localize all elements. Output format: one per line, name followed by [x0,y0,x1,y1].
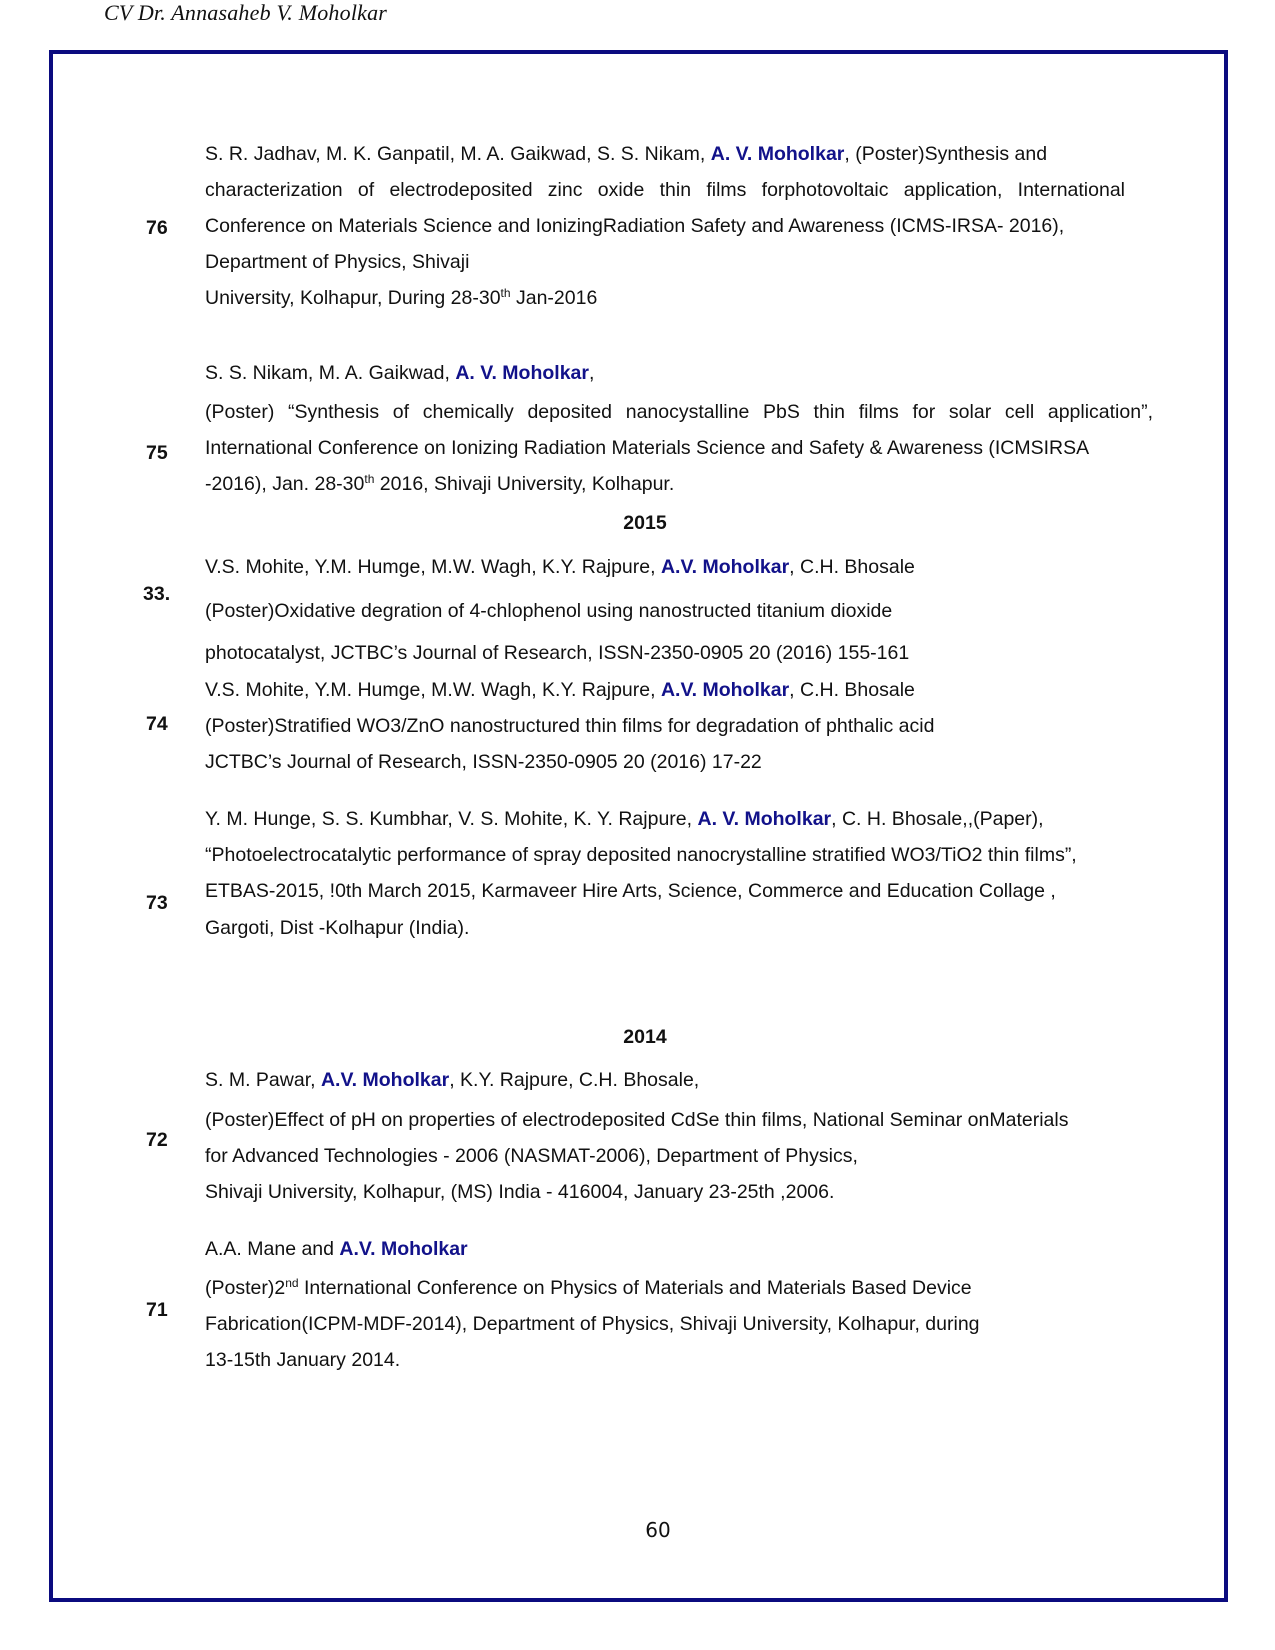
entry-line: (Poster)Oxidative degration of 4-chlophenol using nanostructed titanium dioxide [205,600,893,622]
entry-number: 76 [146,217,168,239]
entry-line: (Poster)Effect of pH on properties of electrodeposited CdSe thin films, National Seminar onMaterials [205,1109,1069,1131]
year-heading: 2015 [623,512,667,534]
entry-number: 71 [146,1299,168,1321]
entry-line: S. S. Nikam, M. A. Gaikwad, A. V. Moholkar, [205,362,595,384]
entry-number: 33. [143,583,171,605]
entry-line: “Photoelectrocatalytic performance of spray deposited nanocrystalline stratified WO3/TiO2 thin films”, [205,844,1077,866]
entry-number: 74 [146,713,168,735]
highlighted-author: A. V. Moholkar [697,808,832,830]
entry-line: Fabrication(ICPM-MDF-2014), Department of Physics, Shivaji University, Kolhapur, during [205,1313,980,1335]
running-header: CV Dr. Annasaheb V. Moholkar [104,0,388,25]
highlighted-author: A.V. Moholkar [660,556,790,578]
entry-line: S. M. Pawar, A.V. Moholkar, K.Y. Rajpure, C.H. Bhosale, [205,1069,700,1091]
entry-number: 72 [146,1129,168,1151]
highlighted-author: A. V. Moholkar [710,143,845,165]
year-heading: 2014 [623,1026,667,1048]
highlighted-author: A. V. Moholkar [455,362,589,384]
entry-line: for Advanced Technologies - 2006 (NASMAT-2006), Department of Physics, [205,1145,858,1167]
entry-line: University, Kolhapur, During 28-30th Jan-2016 [205,286,598,309]
entry-line: -2016), Jan. 28-30th 2016, Shivaji University, Kolhapur. [205,472,675,495]
entry-line: (Poster)Stratified WO3/ZnO nanostructured thin films for degradation of phthalic acid [205,715,935,737]
entry-line: 13-15th January 2014. [205,1349,401,1371]
highlighted-author: A.V. Moholkar [339,1238,468,1260]
entry-number: 73 [146,892,168,914]
entry-line: Y. M. Hunge, S. S. Kumbhar, V. S. Mohite, K. Y. Rajpure, A. V. Moholkar, C. H. Bhosale,,(Paper), [205,808,1044,830]
entry-line: JCTBC’s Journal of Research, ISSN-2350-0905 20 (2016) 17-22 [205,751,762,773]
entry-line: ETBAS-2015, !0th March 2015, Karmaveer Hire Arts, Science, Commerce and Education Collage , [205,880,1056,902]
entry-line: photocatalyst, JCTBC’s Journal of Research, ISSN-2350-0905 20 (2016) 155-161 [205,642,910,664]
highlighted-author: A.V. Moholkar [320,1069,450,1091]
entry-number: 75 [146,442,168,464]
entry-line: S. R. Jadhav, M. K. Ganpatil, M. A. Gaikwad, S. S. Nikam, A. V. Moholkar, (Poster)Synthesis and [205,143,1048,165]
entry-line: International Conference on Ionizing Radiation Materials Science and Safety & Awareness (ICMSIRSA [205,437,1090,459]
entry-line: V.S. Mohite, Y.M. Humge, M.W. Wagh, K.Y. Rajpure, A.V. Moholkar, C.H. Bhosale [205,556,915,578]
entry-line: (Poster)2nd International Conference on Physics of Materials and Materials Based Device [205,1276,972,1299]
entry-line: Shivaji University, Kolhapur, (MS) India - 416004, January 23-25th ,2006. [205,1181,835,1203]
entry-line: Department of Physics, Shivaji [205,251,470,273]
entry-line: (Poster) “Synthesis of chemically deposited nanocystalline PbS thin films for solar cell application”, [205,401,1153,423]
page-number: 60 [645,1518,671,1542]
entry-line: Conference on Materials Science and IonizingRadiation Safety and Awareness (ICMS-IRSA- 2016), [205,215,1065,237]
entry-line: Gargoti, Dist -Kolhapur (India). [205,917,470,939]
highlighted-author: A.V. Moholkar [660,679,790,701]
entry-line: V.S. Mohite, Y.M. Humge, M.W. Wagh, K.Y. Rajpure, A.V. Moholkar, C.H. Bhosale [205,679,915,701]
entry-line: characterization of electrodeposited zinc oxide thin films forphotovoltaic application, International [205,179,1125,201]
entry-line: A.A. Mane and A.V. Moholkar [205,1238,468,1260]
